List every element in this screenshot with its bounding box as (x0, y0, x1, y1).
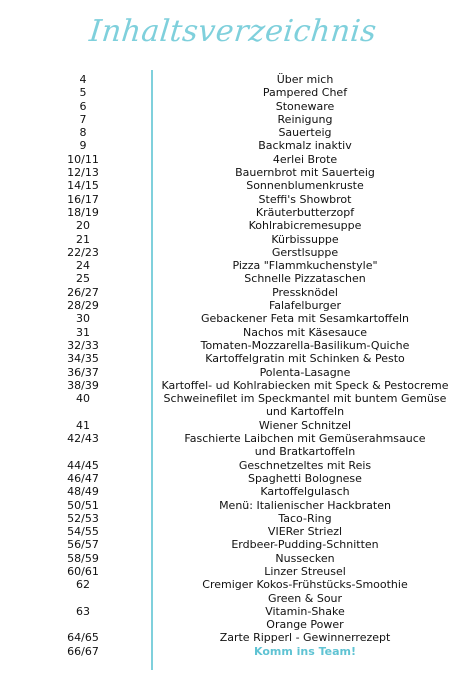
toc-entry (0, 485, 466, 498)
toc-page-number: 30 (76, 312, 90, 326)
toc-page-number: 16/17 (67, 192, 99, 206)
table-of-contents (0, 73, 466, 658)
toc-page-number: 14/15 (67, 179, 99, 193)
toc-page-number: 8 (79, 126, 87, 140)
toc-entry (0, 379, 466, 392)
toc-page-number: 10/11 (67, 152, 99, 166)
toc-entry (0, 73, 466, 86)
toc-page-number: 48/49 (67, 485, 99, 499)
toc-page-number: 21 (76, 232, 90, 246)
toc-page-number: 18/19 (67, 205, 99, 219)
toc-entry (0, 405, 466, 418)
toc-entry (0, 139, 466, 152)
toc-entry-title: Schnelle Pizzataschen (244, 272, 366, 286)
toc-entry (0, 272, 466, 285)
toc-entry-title: Orange Power (266, 618, 344, 632)
toc-entry-title: Sauerteig (278, 126, 332, 140)
toc-entry (0, 206, 466, 219)
toc-page-number: 66/67 (67, 644, 99, 658)
toc-entry (0, 246, 466, 259)
toc-entry (0, 193, 466, 206)
toc-entry (0, 618, 466, 631)
toc-entry (0, 392, 466, 405)
toc-page-number: 28/29 (67, 299, 99, 313)
toc-entry (0, 419, 466, 432)
toc-entry (0, 166, 466, 179)
toc-page-number: 40 (76, 392, 90, 406)
toc-page-number: 34/35 (67, 352, 99, 366)
toc-entry (0, 552, 466, 565)
toc-entry-title: Vitamin-Shake (265, 604, 345, 618)
toc-page-number: 52/53 (67, 511, 99, 525)
toc-entry-title: Zarte Ripperl - Gewinnerrezept (219, 631, 391, 645)
toc-entry (0, 233, 466, 246)
toc-entry (0, 312, 466, 325)
toc-entry-title: Kohlrabicremesuppe (248, 219, 362, 233)
toc-page-number: 26/27 (67, 285, 99, 299)
toc-entry-title: Kartoffelgratin mit Schinken & Pesto (205, 352, 405, 366)
toc-entry-title: Backmalz inaktiv (258, 139, 352, 153)
toc-entry-title: Pressknödel (272, 285, 338, 299)
toc-entry-title: Kartoffelgulasch (260, 485, 350, 499)
toc-entry-title: Geschnetzeltes mit Reis (238, 458, 372, 472)
toc-entry-title: Taco-Ring (278, 511, 332, 525)
toc-entry-title: Erdbeer-Pudding-Schnitten (231, 538, 379, 552)
toc-entry-title: Falafelburger (268, 299, 342, 313)
toc-page-number: 36/37 (67, 365, 99, 379)
toc-entry-title: Pampered Chef (262, 86, 348, 100)
toc-entry-title: Wiener Schnitzel (258, 418, 352, 432)
toc-page-number: 4 (79, 73, 87, 86)
toc-entry-title: Spaghetti Bolognese (248, 471, 362, 485)
toc-page-number: 46/47 (67, 471, 99, 485)
toc-page-number: 32/33 (67, 338, 99, 352)
toc-page-number: 63 (76, 604, 90, 618)
toc-page-number: 64/65 (67, 631, 99, 645)
toc-entry (0, 512, 466, 525)
toc-page-number: 38/39 (67, 378, 99, 392)
toc-entry (0, 286, 466, 299)
toc-entry (0, 100, 466, 113)
toc-entry (0, 499, 466, 512)
toc-page-number: 20 (76, 219, 90, 233)
toc-entry (0, 432, 466, 445)
toc-entry (0, 113, 466, 126)
toc-page-number: 56/57 (67, 538, 99, 552)
toc-entry-title: Steffi's Showbrot (258, 192, 352, 206)
toc-entry-title: Nussecken (275, 551, 335, 565)
toc-entry (0, 445, 466, 458)
toc-entry (0, 339, 466, 352)
toc-link-join-team[interactable]: Komm ins Team! (253, 644, 357, 658)
toc-page-number: 12/13 (67, 166, 99, 180)
toc-entry (0, 565, 466, 578)
toc-entry-title: Menü: Italienischer Hackbraten (219, 498, 391, 512)
toc-page-number: 50/51 (67, 498, 99, 512)
toc-entry (0, 326, 466, 339)
toc-entry-title: Bauernbrot mit Sauerteig (235, 166, 375, 180)
toc-entry-title: Gerstlsuppe (271, 245, 339, 259)
toc-entry (0, 259, 466, 272)
toc-entry-title: Linzer Streusel (264, 564, 346, 578)
toc-entry (0, 352, 466, 365)
toc-entry (0, 219, 466, 232)
toc-entry (0, 592, 466, 605)
toc-entry-title: Kürbissuppe (271, 232, 339, 246)
toc-entry (0, 86, 466, 99)
toc-page-number: 31 (76, 325, 90, 339)
toc-entry (0, 538, 466, 551)
toc-entry-title: Cremiger Kokos-Frühstücks-Smoothie (202, 578, 408, 592)
toc-entry-title: Gebackener Feta mit Sesamkartoffeln (201, 312, 409, 326)
toc-page-number: 42/43 (67, 432, 99, 446)
toc-page-number: 24 (76, 259, 90, 273)
toc-entry (0, 459, 466, 472)
toc-page-number: 7 (79, 112, 87, 126)
toc-entry-title: Pizza "Flammkuchenstyle" (232, 259, 378, 273)
toc-entry-title: und Kartoffeln (265, 405, 345, 419)
toc-page-number: 22/23 (67, 245, 99, 259)
toc-page-number: 44/45 (67, 458, 99, 472)
toc-entry-title: Reinigung (277, 112, 333, 126)
toc-page-number: 58/59 (67, 551, 99, 565)
toc-page-number: 25 (76, 272, 90, 286)
toc-page-number: 60/61 (67, 564, 99, 578)
toc-entry-title: Faschierte Laibchen mit Gemüserahmsauce (184, 432, 426, 446)
toc-entry-title: Über mich (276, 73, 334, 86)
toc-page-number: 9 (79, 139, 87, 153)
toc-entry-title: 4erlei Brote (272, 152, 338, 166)
toc-entry (0, 645, 466, 658)
toc-entry-title: Nachos mit Käsesauce (242, 325, 368, 339)
toc-entry (0, 472, 466, 485)
toc-entry (0, 126, 466, 139)
toc-entry-title: Stoneware (275, 99, 335, 113)
toc-entry-title: Kartoffel- ud Kohlrabiecken mit Speck & Pestocreme (161, 378, 449, 392)
toc-entry (0, 366, 466, 379)
toc-entry (0, 525, 466, 538)
toc-page-number: 41 (76, 418, 90, 432)
page-title: Inhaltsverzeichnis (87, 14, 379, 49)
toc-page-number: 62 (76, 578, 90, 592)
toc-entry (0, 605, 466, 618)
toc-entry (0, 631, 466, 644)
toc-entry (0, 153, 466, 166)
toc-entry-title: und Bratkartoffeln (254, 445, 356, 459)
toc-entry-title: VIERer Striezl (267, 525, 343, 539)
toc-entry (0, 179, 466, 192)
toc-entry (0, 299, 466, 312)
toc-entry-title: Kräuterbutterzopf (255, 205, 355, 219)
toc-entry-title: Tomaten-Mozzarella-Basilikum-Quiche (200, 338, 410, 352)
toc-page-number: 5 (79, 86, 87, 100)
toc-entry (0, 578, 466, 591)
toc-entry-title: Green & Sour (267, 591, 343, 605)
toc-page-number: 54/55 (67, 525, 99, 539)
toc-page-number: 6 (79, 99, 87, 113)
toc-entry-title: Sonnenblumenkruste (246, 179, 364, 193)
toc-entry-title: Schweinefilet im Speckmantel mit buntem Gemüse (163, 392, 447, 406)
toc-entry-title: Polenta-Lasagne (259, 365, 351, 379)
